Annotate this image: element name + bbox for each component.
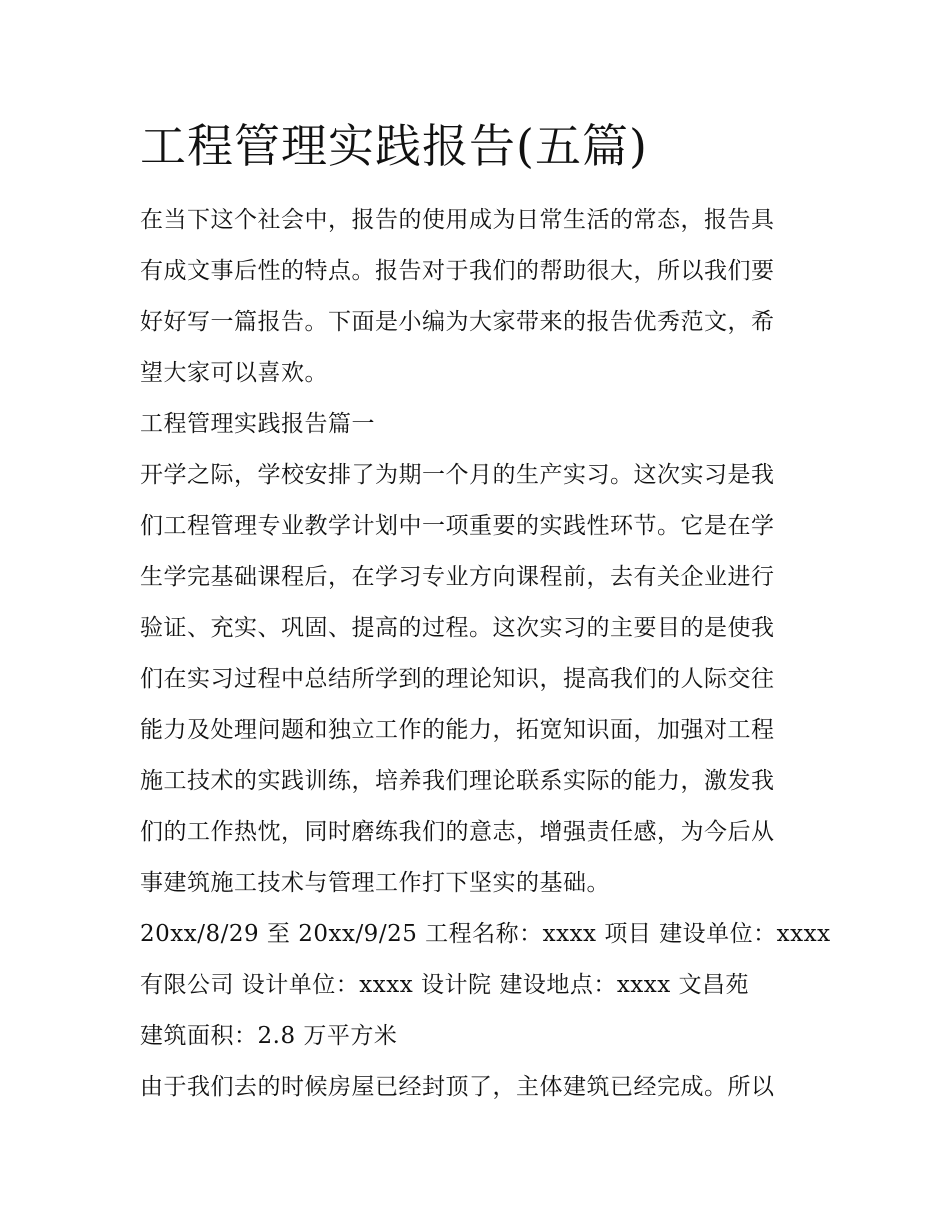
section-heading: 工程管理实践报告篇一 bbox=[140, 411, 375, 437]
body-line-2: 们工程管理专业教学计划中一项重要的实践性环节。它是在学 bbox=[140, 513, 775, 539]
body-line-7: 施工技术的实践训练，培养我们理论联系实际的能力，激发我 bbox=[140, 768, 775, 794]
body-line-5: 们在实习过程中总结所学到的理论知识，提高我们的人际交往 bbox=[140, 666, 775, 692]
body-line-10: 由于我们去的时候房屋已经封顶了，主体建筑已经完成。所以 bbox=[140, 1074, 775, 1100]
body-line-9: 事建筑施工技术与管理工作打下坚实的基础。 bbox=[140, 870, 610, 896]
project-area-line: 建筑面积：2.8 万平方米 bbox=[140, 1023, 398, 1049]
project-info-line-2: 有限公司 设计单位：xxxx 设计院 建设地点：xxxx 文昌苑 bbox=[140, 972, 750, 998]
intro-line-4: 望大家可以喜欢。 bbox=[140, 360, 328, 386]
body-line-4: 验证、充实、巩固、提高的过程。这次实习的主要目的是使我 bbox=[140, 615, 775, 641]
intro-line-1: 在当下这个社会中，报告的使用成为日常生活的常态，报告具 bbox=[140, 207, 775, 233]
intro-line-2: 有成文事后性的特点。报告对于我们的帮助很大，所以我们要 bbox=[140, 258, 775, 284]
intro-line-3: 好好写一篇报告。下面是小编为大家带来的报告优秀范文，希 bbox=[140, 309, 775, 335]
body-line-3: 生学完基础课程后，在学习专业方向课程前，去有关企业进行 bbox=[140, 564, 775, 590]
body-line-6: 能力及处理问题和独立工作的能力，拓宽知识面，加强对工程 bbox=[140, 717, 775, 743]
body-line-1: 开学之际，学校安排了为期一个月的生产实习。这次实习是我 bbox=[140, 462, 775, 488]
project-info-line-1: 20xx/8/29 至 20xx/9/25 工程名称：xxxx 项目 建设单位：xxxx bbox=[140, 921, 831, 947]
body-line-8: 们的工作热忱，同时磨练我们的意志，增强责任感，为今后从 bbox=[140, 819, 775, 845]
document-title: 工程管理实践报告(五篇) bbox=[140, 119, 648, 173]
